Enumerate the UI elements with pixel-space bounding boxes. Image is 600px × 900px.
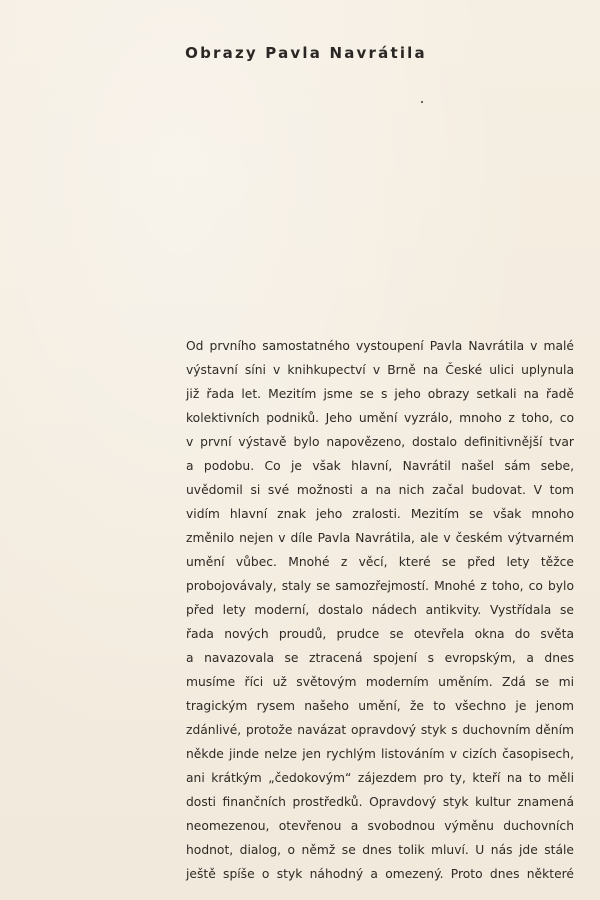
text-line: kolektivních podniků. Jeho umění vyzrálo, mnoho z toho, co: [186, 411, 574, 425]
text-line: Od prvního samostatného vystoupení Pavla Navrátila v malé: [186, 339, 574, 353]
text-line: a navazovala se ztracená spojení s evropským, a dnes: [186, 651, 574, 665]
text-line: probojovávaly, staly se samozřejmostí. Mnohé z toho, co bylo: [186, 579, 574, 593]
text-line: někde jinde nelze jen rychlým listováním v cizích časopisech,: [186, 747, 574, 761]
text-line: zdánlivé, protože navázat opravdový styk s duchovním děním: [186, 723, 574, 737]
text-line: změnilo nejen v díle Pavla Navrátila, ale v českém výtvarném: [186, 531, 574, 545]
text-line: hodnot, dialog, o němž se dnes tolik mluví. U nás jde stále: [186, 843, 574, 857]
text-line: v první výstavě bylo napovězeno, dostalo definitivnější tvar: [186, 435, 574, 449]
text-line: ani krátkým „čedokovým“ zájezdem pro ty, kteří na to měli: [186, 771, 574, 785]
text-line: dosti finančních prostředků. Opravdový styk kultur znamená: [186, 795, 574, 809]
text-line: neomezenou, otevřenou a svobodnou výměnu duchovních: [186, 819, 574, 833]
text-line: umění vůbec. Mnohé z věcí, které se před lety těžce: [186, 555, 574, 569]
text-line: vidím hlavní znak jeho zralosti. Mezitím se však mnoho: [186, 507, 574, 521]
body-paragraph: [186, 334, 574, 886]
text-line: a podobu. Co je však hlavní, Navrátil našel sám sebe,: [186, 459, 574, 473]
text-line: řada nových proudů, prudce se otevřela okna do světa: [186, 627, 574, 641]
stray-dot-mark: [421, 101, 423, 103]
text-line: tragickým rysem našeho umění, že to všechno je jenom: [186, 699, 574, 713]
text-line: již řada let. Mezitím jsme se s jeho obrazy setkali na řadě: [186, 387, 574, 401]
text-line: před lety moderní, dostalo nádech antikvity. Vystřídala se: [186, 603, 574, 617]
text-line: musíme říci už světovým moderním uměním. Zdá se mi: [186, 675, 574, 689]
text-line: ještě spíše o styk náhodný a omezený. Proto dnes některé: [186, 867, 574, 881]
text-line: výstavní síni v knihkupectví v Brně na České ulici uplynula: [186, 363, 574, 377]
text-line: uvědomil si své možnosti a na nich začal budovat. V tom: [186, 483, 574, 497]
page-title: Obrazy Pavla Navrátila: [185, 44, 427, 62]
